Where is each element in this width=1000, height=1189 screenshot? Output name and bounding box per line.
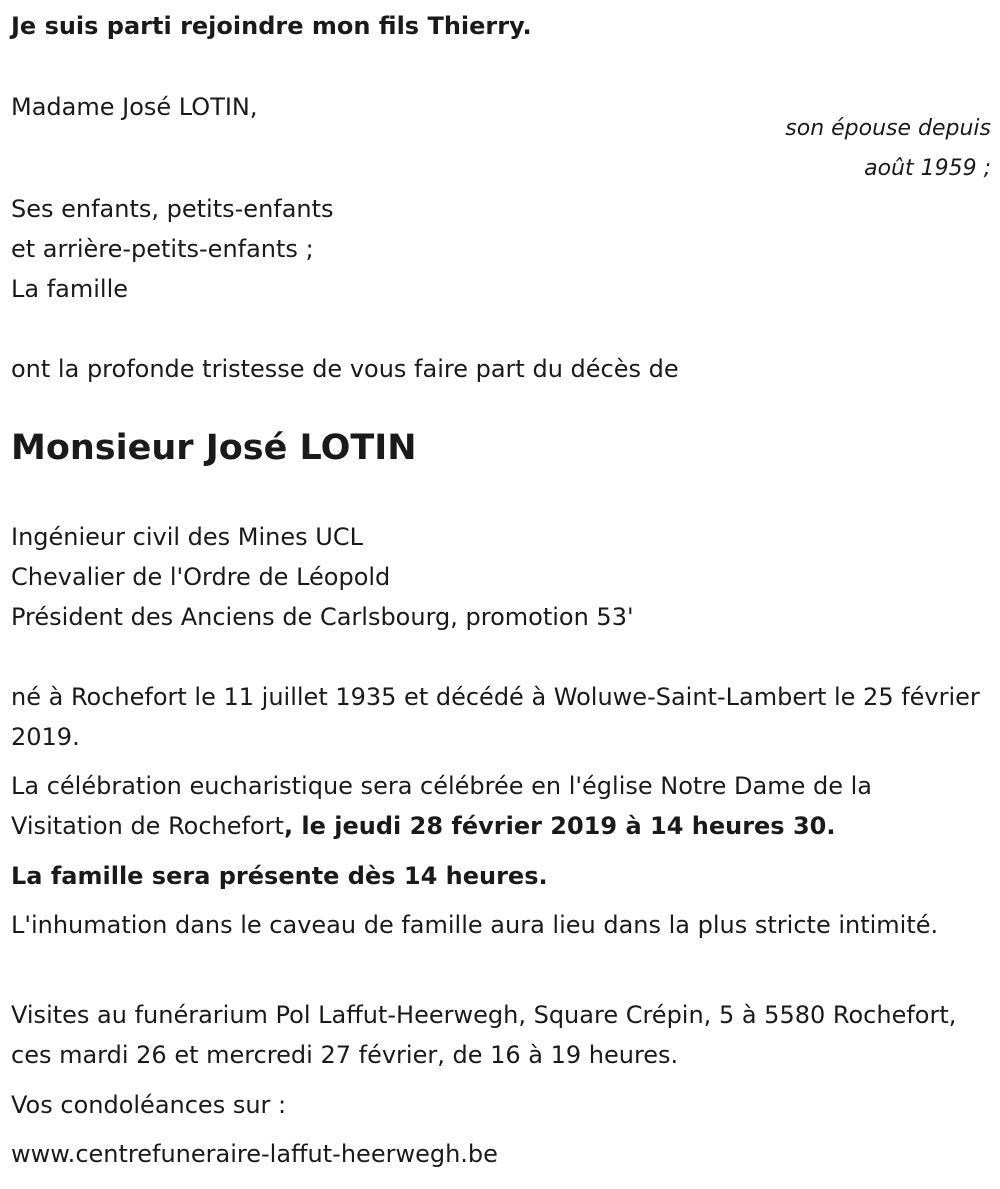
ceremony-text: La célébration eucharistique sera célébrée en l'église Notre Dame de la Visitation de Rochefort (11, 772, 873, 840)
condolences-website[interactable]: www.centrefuneraire-laffut-heerwegh.be (11, 1140, 498, 1168)
opening-quote: Je suis parti rejoindre mon fils Thierry. (11, 12, 532, 40)
family-presence: La famille sera présente dès 14 heures. (11, 862, 548, 890)
announcement-text: ont la profonde tristesse de vous faire part du décès de (11, 355, 679, 383)
visits-paragraph: Visites au funérarium Pol Laffut-Heerwegh, Square Crépin, 5 à 5580 Rochefort, ces mardi 26 et mercredi 27 février, de 16 à 19 heures. (11, 1001, 957, 1069)
birth-death-paragraph: né à Rochefort le 11 juillet 1935 et décédé à Woluwe-Saint-Lambert le 25 février 2019. (11, 683, 980, 751)
title-president: Président des Anciens de Carlsbourg, promotion 53' (11, 603, 634, 631)
deceased-name: Monsieur José LOTIN (11, 428, 417, 468)
ceremony-paragraph (11, 766, 986, 846)
spouse-relation-line2: août 1959 ; (864, 156, 991, 181)
family-line-family: La famille (11, 275, 129, 303)
ceremony-date: , le jeudi 28 février 2019 à 14 heures 30. (283, 812, 836, 840)
title-engineer: Ingénieur civil des Mines UCL (11, 523, 363, 551)
family-line-great-grandchildren: et arrière-petits-enfants ; (11, 235, 314, 263)
title-order: Chevalier de l'Ordre de Léopold (11, 563, 391, 591)
spouse-name: Madame José LOTIN, (11, 93, 258, 121)
condolences-label: Vos condoléances sur : (11, 1091, 287, 1119)
burial-paragraph: L'inhumation dans le caveau de famille aura lieu dans la plus stricte intimité. (11, 911, 939, 939)
spouse-relation-line1: son épouse depuis (785, 116, 991, 141)
family-line-children: Ses enfants, petits-enfants (11, 195, 334, 223)
